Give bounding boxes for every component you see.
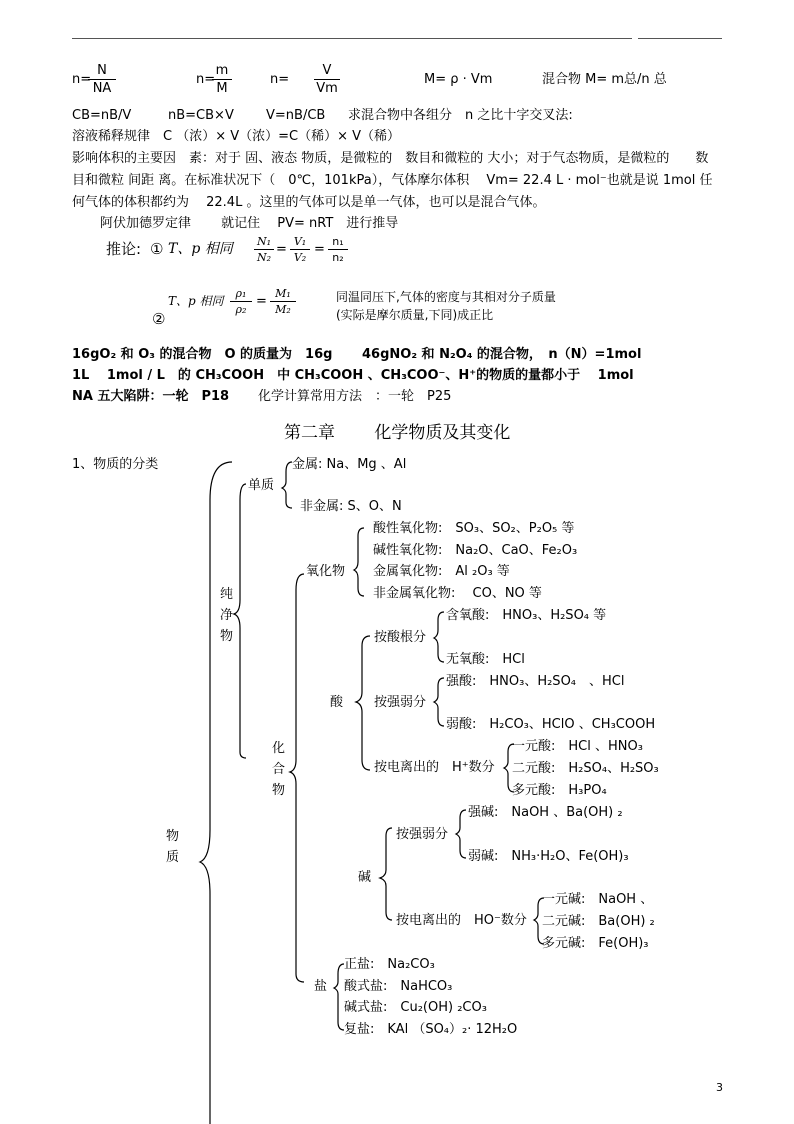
pure-char-1: 纯 [220,587,234,602]
fraction-denominator: M [216,81,228,96]
node-nonmetal: 非金属: S、O、N [300,499,402,514]
root-char-2: 质 [166,850,180,865]
brace-acid-strength [434,678,444,726]
compound-char-2: 合 [272,762,286,777]
fraction-denominator: Vm [316,81,338,96]
avogadro-law: 阿伏加德罗定律 就记住 PV= nRT 进行推导 [100,216,399,231]
ratio-denominator: M₂ [275,303,291,316]
formula-n-eq-2: n= [196,72,216,87]
formula-mixture-m: 混合物 M= m总/n 总 [542,72,667,87]
bold-line-3b: 化学计算常用方法 ：一轮 P25 [258,389,452,404]
formula-v: V=nB/CB [266,108,326,123]
inference-note-1: 同温同压下,气体的密度与其相对分子质量 [336,290,556,304]
node-basic-oxide: 碱性氧化物: Na₂O、CaO、Fe₂O₃ [373,543,578,558]
ratio-numerator: ρ₁ [235,287,247,300]
paragraph-line-2: 目和微粒 间距 离。在标准状况下（ 0℃，101kPa），气体摩尔体积 Vm= 22.4 L · mol⁻也就是说 1mol 任 [72,173,713,188]
node-mono-base: 一元碱: NaOH 、 [542,892,654,907]
brace-salt [334,964,344,1030]
node-metal-oxide: 金属氧化物: Al ₂O₃ 等 [373,564,510,579]
ratio-numerator: V₁ [293,235,307,248]
node-base: 碱 [358,870,372,885]
node-simple: 单质 [248,478,275,493]
node-di-acid: 二元酸: H₂SO₄、H₂SO₃ [512,761,659,776]
node-weak-acid: 弱酸: H₂CO₃、HClO 、CH₃COOH [446,717,656,732]
bold-line-2: 1L 1mol / L 的 CH₃COOH 中 CH₃COOH 、CH₃COO⁻、H⁺的物质的量都小于 1mol [72,368,634,383]
inference-tp-1: T、p 相同 [168,241,233,257]
bold-line-1a: 16gO₂ 和 O₃ 的混合物 O 的质量为 16g [72,347,333,362]
paragraph-line-1: 影响体积的主要因 素：对于 固、液态 物质，是微粒的 数目和微粒的 大小；对于气态物质，是微粒的 数 [72,151,709,166]
formula-m-rho-vm: M= ρ · Vm [424,72,493,87]
node-basic-salt: 碱式盐: Cu₂(OH) ₂CO₃ [344,1000,487,1015]
node-strong-acid: 强酸: HNO₃、H₂SO₄ 、HCl [446,674,625,689]
compound-char-1: 化 [272,741,286,756]
node-nonmetal-oxide: 非金属氧化物: CO、NO 等 [373,586,542,601]
brace-base [380,828,392,920]
node-acid-salt: 酸式盐: NaHCO₃ [344,979,453,994]
chapter-title: 第二章 化学物质及其变化 [284,423,511,443]
pure-char-3: 物 [220,629,234,644]
section-heading: 1、物质的分类 [72,457,159,472]
node-acid-by-h: 按电离出的 H⁺数分 [374,760,495,775]
compound-char-3: 物 [272,783,286,798]
inference-tp-2: T、p 相同 [168,294,224,308]
node-acid-by-root: 按酸根分 [374,630,427,645]
node-base-by-oh: 按电离出的 HO⁻数分 [396,913,527,928]
formula-ratio-note: 求混合物中各组分 n 之比十字交叉法: [348,108,573,123]
page-number: 3 [716,1081,723,1094]
ratio-numerator: M₁ [275,287,291,300]
ratio-numerator: N₁ [256,235,272,248]
node-acid: 酸 [330,695,344,710]
ratio-numerator: n₁ [332,235,344,248]
ratio-denominator: ρ₂ [235,303,247,316]
node-poly-base: 多元碱: Fe(OH)₃ [542,936,649,951]
formula-n-eq-3: n= [270,72,290,87]
fraction-numerator: N [97,63,107,78]
pure-char-2: 净 [220,608,234,623]
node-double-salt: 复盐: KAl （SO₄）₂· 12H₂O [344,1022,518,1037]
brace-oxide [354,528,364,596]
node-anoxyacid: 无氧酸: HCl [446,652,525,667]
ratio-denominator: N₂ [256,251,272,264]
brace-simple [282,462,292,508]
bold-line-1b: 46gNO₂ 和 N₂O₄ 的混合物， n（N）=1mol [362,347,642,362]
ratio-denominator: V₂ [293,251,307,264]
fraction-denominator: NA [92,81,112,96]
paragraph-line-3: 何气体的体积都约为 22.4L 。这里的气体可以是单一气体，也可以是混合气体。 [72,195,546,210]
brace-base-strength [456,810,466,858]
equals-sign: = [256,294,267,309]
root-char-1: 物 [166,829,180,844]
node-metal: 金属: Na、Mg 、Al [292,457,407,472]
inference-circle-2: ② [152,310,166,328]
equals-sign: = [276,242,287,257]
node-mono-acid: 一元酸: HCl 、HNO₃ [512,739,643,754]
brace-acid-root [434,612,444,662]
formula-n-eq-1: n= [72,72,92,87]
node-normal-salt: 正盐: Na₂CO₃ [344,957,435,972]
brace-pure [234,484,246,758]
bold-line-3a: NA 五大陷阱：一轮 P18 [72,389,230,404]
node-di-base: 二元碱: Ba(OH) ₂ [542,914,655,929]
equals-sign: = [314,242,325,257]
brace-acid [356,636,370,770]
node-salt: 盐 [314,979,328,994]
node-poly-acid: 多元酸: H₃PO₄ [512,783,607,798]
inference-circle-1: ① [150,240,164,258]
formula-dilution: 溶液稀释规律 C （浓）× V（浓）=C（稀）× V（稀） [72,129,401,144]
node-acid-by-strength: 按强弱分 [374,695,427,710]
inference-note-2: (实际是摩尔质量,下同)成正比 [336,308,494,322]
fraction-numerator: V [322,63,332,78]
node-acidic-oxide: 酸性氧化物: SO₃、SO₂、P₂O₅ 等 [373,521,575,536]
node-oxide: 氧化物 [306,564,346,579]
brace-root [200,462,232,1124]
inference-label: 推论: [106,240,142,258]
node-base-by-strength: 按强弱分 [396,827,449,842]
ratio-denominator: n₂ [332,251,344,264]
fraction-numerator: m [215,63,229,78]
node-oxyacid: 含氧酸: HNO₃、H₂SO₄ 等 [446,608,607,623]
formula-nb: nB=CB×V [168,108,234,123]
brace-compound [290,574,304,982]
node-strong-base: 强碱: NaOH 、Ba(OH) ₂ [468,805,623,820]
formula-cb: CB=nB/V [72,108,132,123]
node-weak-base: 弱碱: NH₃·H₂O、Fe(OH)₃ [468,849,629,864]
